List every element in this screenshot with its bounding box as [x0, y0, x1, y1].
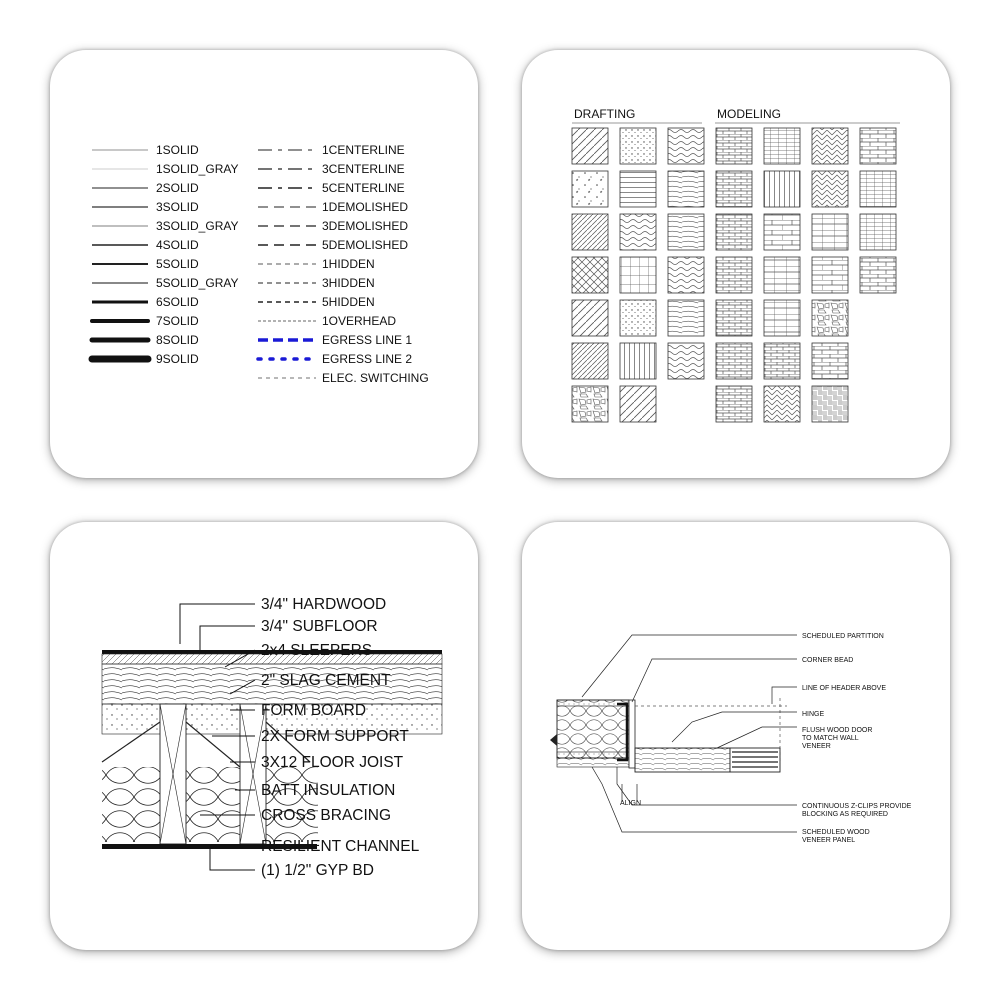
modeling-hatch-swatch: [860, 171, 896, 207]
floor-section-card: [50, 522, 478, 950]
door-detail-label: BLOCKING AS REQUIRED: [802, 811, 888, 818]
linetype-label: 6SOLID: [156, 295, 199, 309]
modeling-hatch-swatch: [764, 214, 800, 250]
floor-section-label: BATT INSULATION: [261, 782, 396, 799]
drafting-hatch-swatch: [572, 257, 608, 293]
arrow-icon: [550, 734, 557, 746]
modeling-hatch-swatch: [812, 343, 848, 379]
flush-wood-door: [635, 748, 730, 772]
linetype-label: 4SOLID: [156, 238, 199, 252]
door-jamb: [629, 700, 635, 768]
modeling-hatch-swatch: [764, 171, 800, 207]
batt-insulation: [266, 767, 318, 842]
linetype-label: 1HIDDEN: [322, 257, 375, 271]
modeling-hatch-swatch: [716, 386, 752, 422]
door-detail-label: FLUSH WOOD DOOR: [802, 727, 873, 734]
floor-section-label: 2X FORM SUPPORT: [261, 728, 409, 745]
modeling-hatch-swatch: [716, 128, 752, 164]
door-detail-label: TO MATCH WALL: [802, 735, 859, 742]
drafting-hatch-swatch: [572, 171, 608, 207]
drafting-hatch-swatch: [620, 128, 656, 164]
modeling-hatch-swatch: [764, 386, 800, 422]
floor-section-label: 3/4" SUBFLOOR: [261, 618, 378, 635]
modeling-hatch-swatch: [812, 214, 848, 250]
linetypes-card: [50, 50, 478, 478]
linetype-label: 9SOLID: [156, 352, 199, 366]
drafting-hatch-swatch: [620, 171, 656, 207]
modeling-hatch-swatch: [716, 257, 752, 293]
floor-section-label: (1) 1/2" GYP BD: [261, 862, 374, 879]
modeling-title: MODELING: [717, 107, 782, 121]
door-detail-label: CONTINUOUS Z-CLIPS PROVIDE: [802, 803, 912, 810]
modeling-hatch-swatch: [764, 343, 800, 379]
linetype-label: 1CENTERLINE: [322, 143, 405, 157]
drafting-hatch-swatch: [620, 343, 656, 379]
door-detail-label: SCHEDULED WOOD: [802, 829, 870, 836]
modeling-hatch-swatch: [860, 257, 896, 293]
drafting-hatch-swatch: [668, 128, 704, 164]
modeling-hatch-swatch: [716, 171, 752, 207]
modeling-hatch-swatch: [812, 386, 848, 422]
linetype-label: 1DEMOLISHED: [322, 200, 409, 214]
linetypes-legend: [50, 50, 478, 478]
door-detail-label: VENEER: [802, 743, 831, 750]
linetype-label: 5HIDDEN: [322, 295, 375, 309]
hatch-patterns-grid: [522, 50, 950, 478]
batt-insulation: [102, 767, 160, 842]
linetype-label: 2SOLID: [156, 181, 199, 195]
modeling-hatch-swatch: [764, 128, 800, 164]
drafting-hatch-swatch: [572, 128, 608, 164]
drafting-hatch-swatch: [620, 214, 656, 250]
door-detail-card: [522, 522, 950, 950]
drafting-hatch-swatch: [668, 343, 704, 379]
modeling-hatch-swatch: [860, 128, 896, 164]
modeling-hatch-swatch: [812, 128, 848, 164]
floor-section-label: 3X12 FLOOR JOIST: [261, 754, 404, 771]
floor-section-label: RESILIENT CHANNEL: [261, 838, 420, 855]
modeling-hatch-swatch: [860, 214, 896, 250]
linetype-label: 5CENTERLINE: [322, 181, 405, 195]
drafting-hatch-swatch: [572, 386, 608, 422]
linetype-label: 3DEMOLISHED: [322, 219, 409, 233]
linetype-label: 3SOLID_GRAY: [156, 219, 239, 233]
modeling-hatch-swatch: [812, 257, 848, 293]
linetype-label: 7SOLID: [156, 314, 199, 328]
linetype-label: EGRESS LINE 2: [322, 352, 413, 366]
linetype-label: EGRESS LINE 1: [322, 333, 413, 347]
modeling-hatch-swatch: [764, 300, 800, 336]
modeling-hatch-swatch: [716, 343, 752, 379]
batt-insulation: [186, 767, 240, 842]
drafting-hatch-swatch: [668, 214, 704, 250]
linetype-label: 5SOLID_GRAY: [156, 276, 239, 290]
floor-section-drawing: [50, 522, 478, 950]
hatch-patterns-card: [522, 50, 950, 478]
modeling-hatch-swatch: [716, 300, 752, 336]
modeling-hatch-swatch: [716, 214, 752, 250]
linetype-label: 3HIDDEN: [322, 276, 375, 290]
drafting-hatch-swatch: [668, 257, 704, 293]
door-detail-label: HINGE: [802, 711, 825, 718]
modeling-hatch-swatch: [812, 300, 848, 336]
door-detail-label: VENEER PANEL: [802, 837, 856, 844]
door-detail-label: CORNER BEAD: [802, 657, 854, 664]
linetype-label: 5SOLID: [156, 257, 199, 271]
drafting-hatch-swatch: [668, 300, 704, 336]
drafting-hatch-swatch: [572, 300, 608, 336]
drafting-hatch-swatch: [572, 214, 608, 250]
drafting-hatch-swatch: [620, 257, 656, 293]
floor-section-label: 3/4" HARDWOOD: [261, 596, 387, 613]
floor-section-label: FORM BOARD: [261, 702, 367, 719]
linetype-label: 3SOLID: [156, 200, 199, 214]
drafting-hatch-swatch: [668, 171, 704, 207]
linetype-label: 1SOLID: [156, 143, 199, 157]
door-detail-label: SCHEDULED PARTITION: [802, 633, 884, 640]
linetype-label: 1OVERHEAD: [322, 314, 397, 328]
drafting-hatch-swatch: [620, 386, 656, 422]
modeling-hatch-swatch: [812, 171, 848, 207]
linetype-label: 3CENTERLINE: [322, 162, 405, 176]
linetype-label: 5DEMOLISHED: [322, 238, 409, 252]
drafting-hatch-swatch: [620, 300, 656, 336]
linetype-label: 1SOLID_GRAY: [156, 162, 239, 176]
floor-section-label: 2" SLAG CEMENT: [261, 672, 391, 689]
door-detail-label: LINE OF HEADER ABOVE: [802, 685, 887, 692]
floor-section-label: CROSS BRACING: [261, 807, 392, 824]
modeling-hatch-swatch: [764, 257, 800, 293]
wall-partition: [557, 700, 629, 758]
floor-section-label: 2x4 SLEEPERS: [261, 642, 373, 659]
align-label: ALIGN: [620, 800, 642, 807]
drafting-hatch-swatch: [572, 343, 608, 379]
drafting-title: DRAFTING: [574, 107, 636, 121]
door-detail-drawing: [522, 522, 950, 950]
linetype-label: ELEC. SWITCHING: [322, 371, 429, 385]
linetype-label: 8SOLID: [156, 333, 199, 347]
